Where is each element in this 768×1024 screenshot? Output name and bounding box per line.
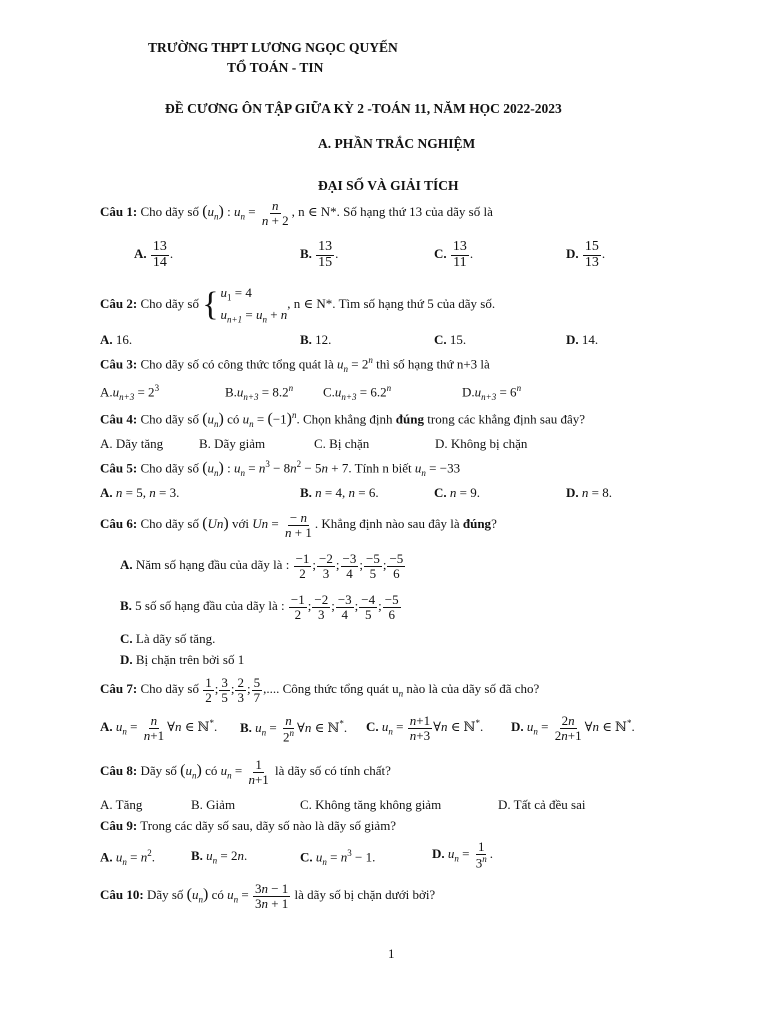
- q5-option-a[interactable]: A. n = 5, n = 3.: [100, 485, 180, 500]
- q2-option-a[interactable]: A. 16.: [100, 332, 133, 347]
- q4-option-a[interactable]: A. Dãy tăng: [100, 436, 164, 451]
- q5-option-b[interactable]: B. n = 4, n = 6.: [300, 485, 379, 500]
- q1-option-a[interactable]: A. $\frac{13}{14}$ .: [134, 239, 174, 270]
- department: TỔ TOÁN - TIN: [227, 60, 324, 75]
- question-2: Câu 2: Cho dãy số { $u_1 = 4$ $u_{n+1} = u_n + n$ , n ∈ N*. Tìm số hạng thứ 5 của dãy số.: [100, 285, 496, 325]
- q5-option-c[interactable]: C. n = 9.: [434, 485, 480, 500]
- question-9: Câu 9: Trong các dãy số sau, dãy số nào là dãy số giảm?: [100, 818, 397, 833]
- question-4: Câu 4: Cho dãy số $(u_n)$ có $u_n = (-1)^n$. Chọn khẳng định đúng trong các khẳng định sau đây?: [100, 410, 586, 429]
- q7-option-c[interactable]: C. $u_n$ = $\frac{n+1}{n+3}$ ∀n ∈ ℕ*.: [366, 713, 484, 743]
- q9-option-d[interactable]: D. $u_n$ = $\frac{1}{3^n}$ .: [432, 839, 493, 870]
- q2-option-b[interactable]: B. 12.: [300, 332, 332, 347]
- subsection-heading: ĐẠI SỐ VÀ GIẢI TÍCH: [318, 178, 459, 193]
- q2-option-d[interactable]: D. 14.: [566, 332, 599, 347]
- q1-option-b[interactable]: B. $\frac{13}{15}$ .: [300, 239, 339, 270]
- q3-option-b[interactable]: $B.u_{n+3} = 8.2^n$: [225, 383, 294, 402]
- q3-option-c[interactable]: $C.u_{n+3} = 6.2^n$: [323, 383, 392, 402]
- q3-option-a[interactable]: $A.u_{n+3} = 2^3$: [100, 383, 160, 402]
- q1-option-d[interactable]: D. $\frac{15}{13}$ .: [566, 239, 606, 270]
- q9-option-b[interactable]: B. $u_n = 2n$.: [191, 848, 248, 866]
- q9-option-a[interactable]: A. $u_n = n^2$.: [100, 848, 155, 867]
- q7-option-d[interactable]: D. $u_n$ = $\frac{2n}{2n+1}$ ∀n ∈ ℕ*.: [511, 713, 635, 743]
- question-7: Câu 7: Cho dãy số $\frac{1}{2}$ ; $\frac{3}{5}$ ; $\frac{2}{3}$ ; $\frac{5}{7}$ ,.... Công thức tổng quát $u_n$ nào là của dãy số đã cho?: [100, 675, 540, 705]
- q3-option-d[interactable]: $D.u_{n+3} = 6^n$: [462, 383, 522, 402]
- q6-option-d[interactable]: D. Bị chặn trên bởi số 1: [120, 652, 245, 667]
- q4-option-b[interactable]: B. Dãy giảm: [199, 436, 266, 451]
- q5-option-d[interactable]: D. n = 8.: [566, 485, 612, 500]
- question-1: Câu 1: Cho dãy số $(u_n)$ : $u_n$ = $\frac{n}{n + 2}$ , n ∈ N*. Số hạng thứ 13 của dãy số là: [100, 198, 493, 228]
- q7-option-a[interactable]: A. $u_n$ = $\frac{n}{n+1}$ ∀n ∈ ℕ*.: [100, 713, 218, 743]
- question-10: Câu 10: Dãy số $(u_n)$ có $u_n$ = $\frac{3n - 1}{3n + 1}$ là dãy số bị chặn dưới bởi?: [100, 881, 436, 911]
- document-title: ĐỀ CƯƠNG ÔN TẬP GIỮA KỲ 2 -TOÁN 11, NĂM HỌC 2022-2023: [165, 101, 562, 116]
- q8-option-d[interactable]: D. Tất cả đều sai: [498, 797, 586, 812]
- question-8: Câu 8: Dãy số $(u_n)$ có $u_n$ = $\frac{1}{n+1}$ là dãy số có tính chất?: [100, 757, 391, 787]
- q8-option-b[interactable]: B. Giảm: [191, 797, 236, 812]
- question-6: Câu 6: Cho dãy số (Un) với Un = $\frac{- n}{n + 1}$ . Khẳng định nào sau đây là đúng?: [100, 510, 497, 540]
- q6-option-c[interactable]: C. Là dãy số tăng.: [120, 631, 216, 646]
- section-heading: A. PHẦN TRẮC NGHIỆM: [318, 136, 476, 151]
- q2-option-c[interactable]: C. 15.: [434, 332, 467, 347]
- page-number: 1: [388, 946, 395, 961]
- school-name: TRƯỜNG THPT LƯƠNG NGỌC QUYẾN: [148, 40, 398, 55]
- q9-option-c[interactable]: C. $u_n = n^3 - 1$.: [300, 848, 376, 867]
- q8-option-a[interactable]: A. Tăng: [100, 797, 143, 812]
- q6-option-b[interactable]: B. 5 số số hạng đầu của dãy là : $\frac{-1}{2}$ ; $\frac{-2}{3}$ ; $\frac{-3}{4}$ ; $\frac{-4}{5}$ ; $\frac{-5}{6}$: [120, 592, 399, 622]
- q4-option-d[interactable]: D. Không bị chặn: [435, 436, 528, 451]
- question-5: Câu 5: Cho dãy số $(u_n)$ : $u_n = n^3 - 8n^2 - 5n + 7$. Tính n biết $u_n = -33$: [100, 459, 461, 478]
- q6-option-a[interactable]: A. Năm số hạng đầu của dãy là : $\frac{-1}{2}$ ; $\frac{-2}{3}$ ; $\frac{-3}{4}$ ; $\frac{-5}{5}$ ; $\frac{-5}{6}$: [120, 551, 404, 581]
- q1-option-c[interactable]: C. $\frac{13}{11}$ .: [434, 239, 474, 270]
- q7-option-b[interactable]: B. $u_n$ = $\frac{n}{2^n}$ ∀n ∈ ℕ*.: [240, 713, 348, 744]
- q4-option-c[interactable]: C. Bị chặn: [314, 436, 370, 451]
- q8-option-c[interactable]: C. Không tăng không giảm: [300, 797, 442, 812]
- question-3: Câu 3: Cho dãy số có công thức tổng quát là $u_n = 2^n$ thì số hạng thứ n+3 là: [100, 355, 490, 374]
